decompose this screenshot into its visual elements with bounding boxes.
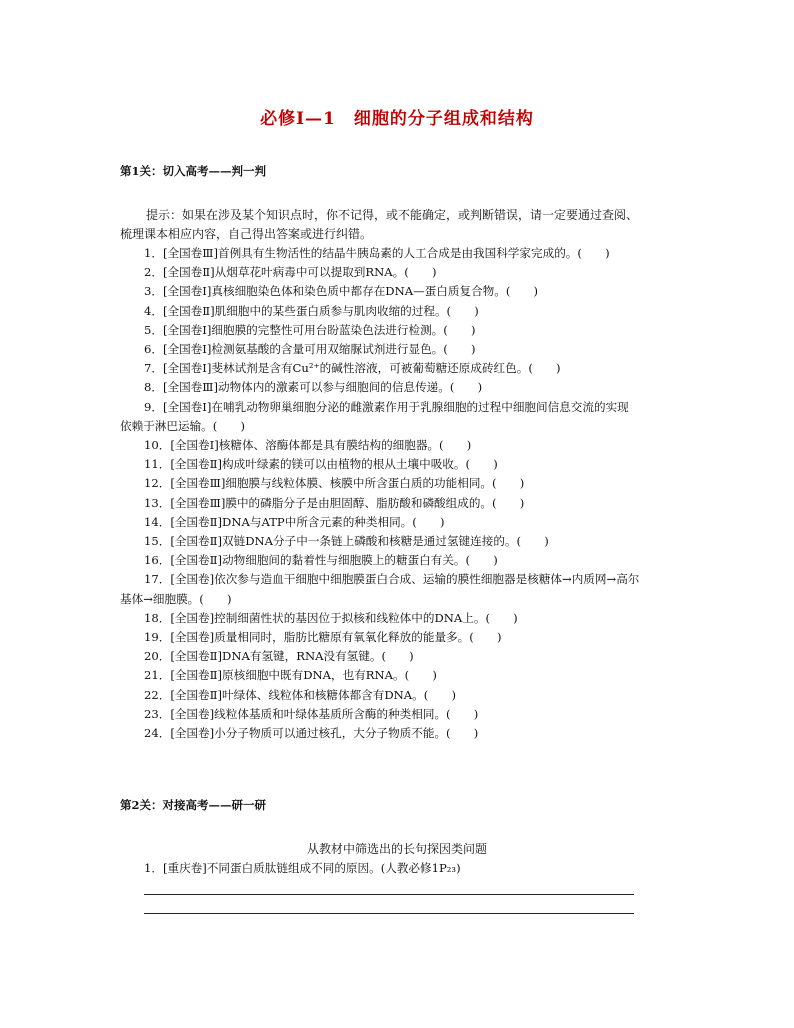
question-item: 17．[全国卷]依次参与造血干细胞中细胞膜蛋白合成、运输的膜性细胞器是核糖体→内质网→高尔基体→细胞膜。( ) [120,572,640,606]
answer-line[interactable] [144,894,634,895]
question-item: 1．[全国卷Ⅲ]首例具有生物活性的结晶牛胰岛素的人工合成是由我国科学家完成的。( ) [144,246,610,260]
answer-line[interactable] [144,913,634,914]
question-item: 15．[全国卷Ⅱ]双链DNA分子中一条链上磷酸和核糖是通过氢键连接的。( ) [144,534,549,549]
question-item: 20．[全国卷Ⅱ]DNA有氢键，RNA没有氢键。( ) [144,649,414,664]
question-item: 13．[全国卷Ⅲ]膜中的磷脂分子是由胆固醇、脂肪酸和磷酸组成的。( ) [144,495,525,510]
question-item: 5．[全国卷Ⅰ]细胞膜的完整性可用台盼蓝染色法进行检测。( ) [144,322,476,337]
section-heading-2: 第2关：对接高考——研一研 [120,798,267,812]
question-item: 6．[全国卷Ⅰ]检测氨基酸的含量可用双缩脲试剂进行显色。( ) [144,342,476,357]
question-item: 4．[全国卷Ⅱ]肌细胞中的某些蛋白质参与肌肉收缩的过程。( ) [144,303,479,318]
judgment-question-list [120,244,640,743]
question-item: 9．[全国卷Ⅰ]在哺乳动物卵巢细胞分泌的雌激素作用于乳腺细胞的过程中细胞间信息交流的实现依赖于淋巴运输。( ) [120,399,629,433]
page-title: 必修Ⅰ—1 细胞的分子组成和结构 [260,109,534,129]
question-item: 11．[全国卷Ⅱ]构成叶绿素的镁可以由植物的根从土壤中吸收。( ) [144,457,498,472]
question-item: 12．[全国卷Ⅲ]细胞膜与线粒体膜、核膜中所含蛋白质的功能相同。( ) [144,476,525,491]
question-item: 10．[全国卷Ⅰ]核糖体、溶酶体都是具有膜结构的细胞器。( ) [144,438,472,453]
question-item: 14．[全国卷Ⅱ]DNA与ATP中所含元素的种类相同。( ) [144,514,445,529]
question-item: 23．[全国卷]线粒体基质和叶绿体基质所含酶的种类相同。( ) [144,706,479,721]
research-question: 1．[重庆卷]不同蛋白质肽链组成不同的原因。(人教必修1P₂₃) [144,861,461,875]
question-item: 21．[全国卷Ⅱ]原核细胞中既有DNA，也有RNA。( ) [144,668,437,683]
question-item: 2．[全国卷Ⅱ]从烟草花叶病毒中可以提取到RNA。( ) [144,265,437,280]
subsection-title: 从教材中筛选出的长句探因类问题 [306,842,487,856]
question-item: 3．[全国卷Ⅰ]真核细胞染色体和染色质中都存在DNA—蛋白质复合物。( ) [144,284,539,299]
question-item: 7．[全国卷Ⅰ]斐林试剂是含有Cu²⁺的碱性溶液，可被葡萄糖还原成砖红色。( ) [144,361,561,376]
question-item: 16．[全国卷Ⅱ]动物细胞间的黏着性与细胞膜上的糖蛋白有关。( ) [144,553,498,568]
question-item: 18．[全国卷]控制细菌性状的基因位于拟核和线粒体中的DNA上。( ) [144,610,518,625]
question-item: 22．[全国卷Ⅱ]叶绿体、线粒体和核糖体都含有DNA。( ) [144,687,457,702]
tip-paragraph: 提示：如果在涉及某个知识点时，你不记得，或不能确定，或判断错误，请一定要通过查阅、梳理课本相应内容，自己得出答案或进行纠错。 [120,208,639,241]
section-heading-1: 第1关：切入高考——判一判 [120,164,267,178]
question-item: 24．[全国卷]小分子物质可以通过核孔，大分子物质不能。( ) [144,726,479,741]
question-item: 19．[全国卷]质量相同时，脂肪比糖原有氧氧化释放的能量多。( ) [144,630,502,645]
question-item: 8．[全国卷Ⅲ]动物体内的激素可以参与细胞间的信息传递。( ) [144,380,483,395]
